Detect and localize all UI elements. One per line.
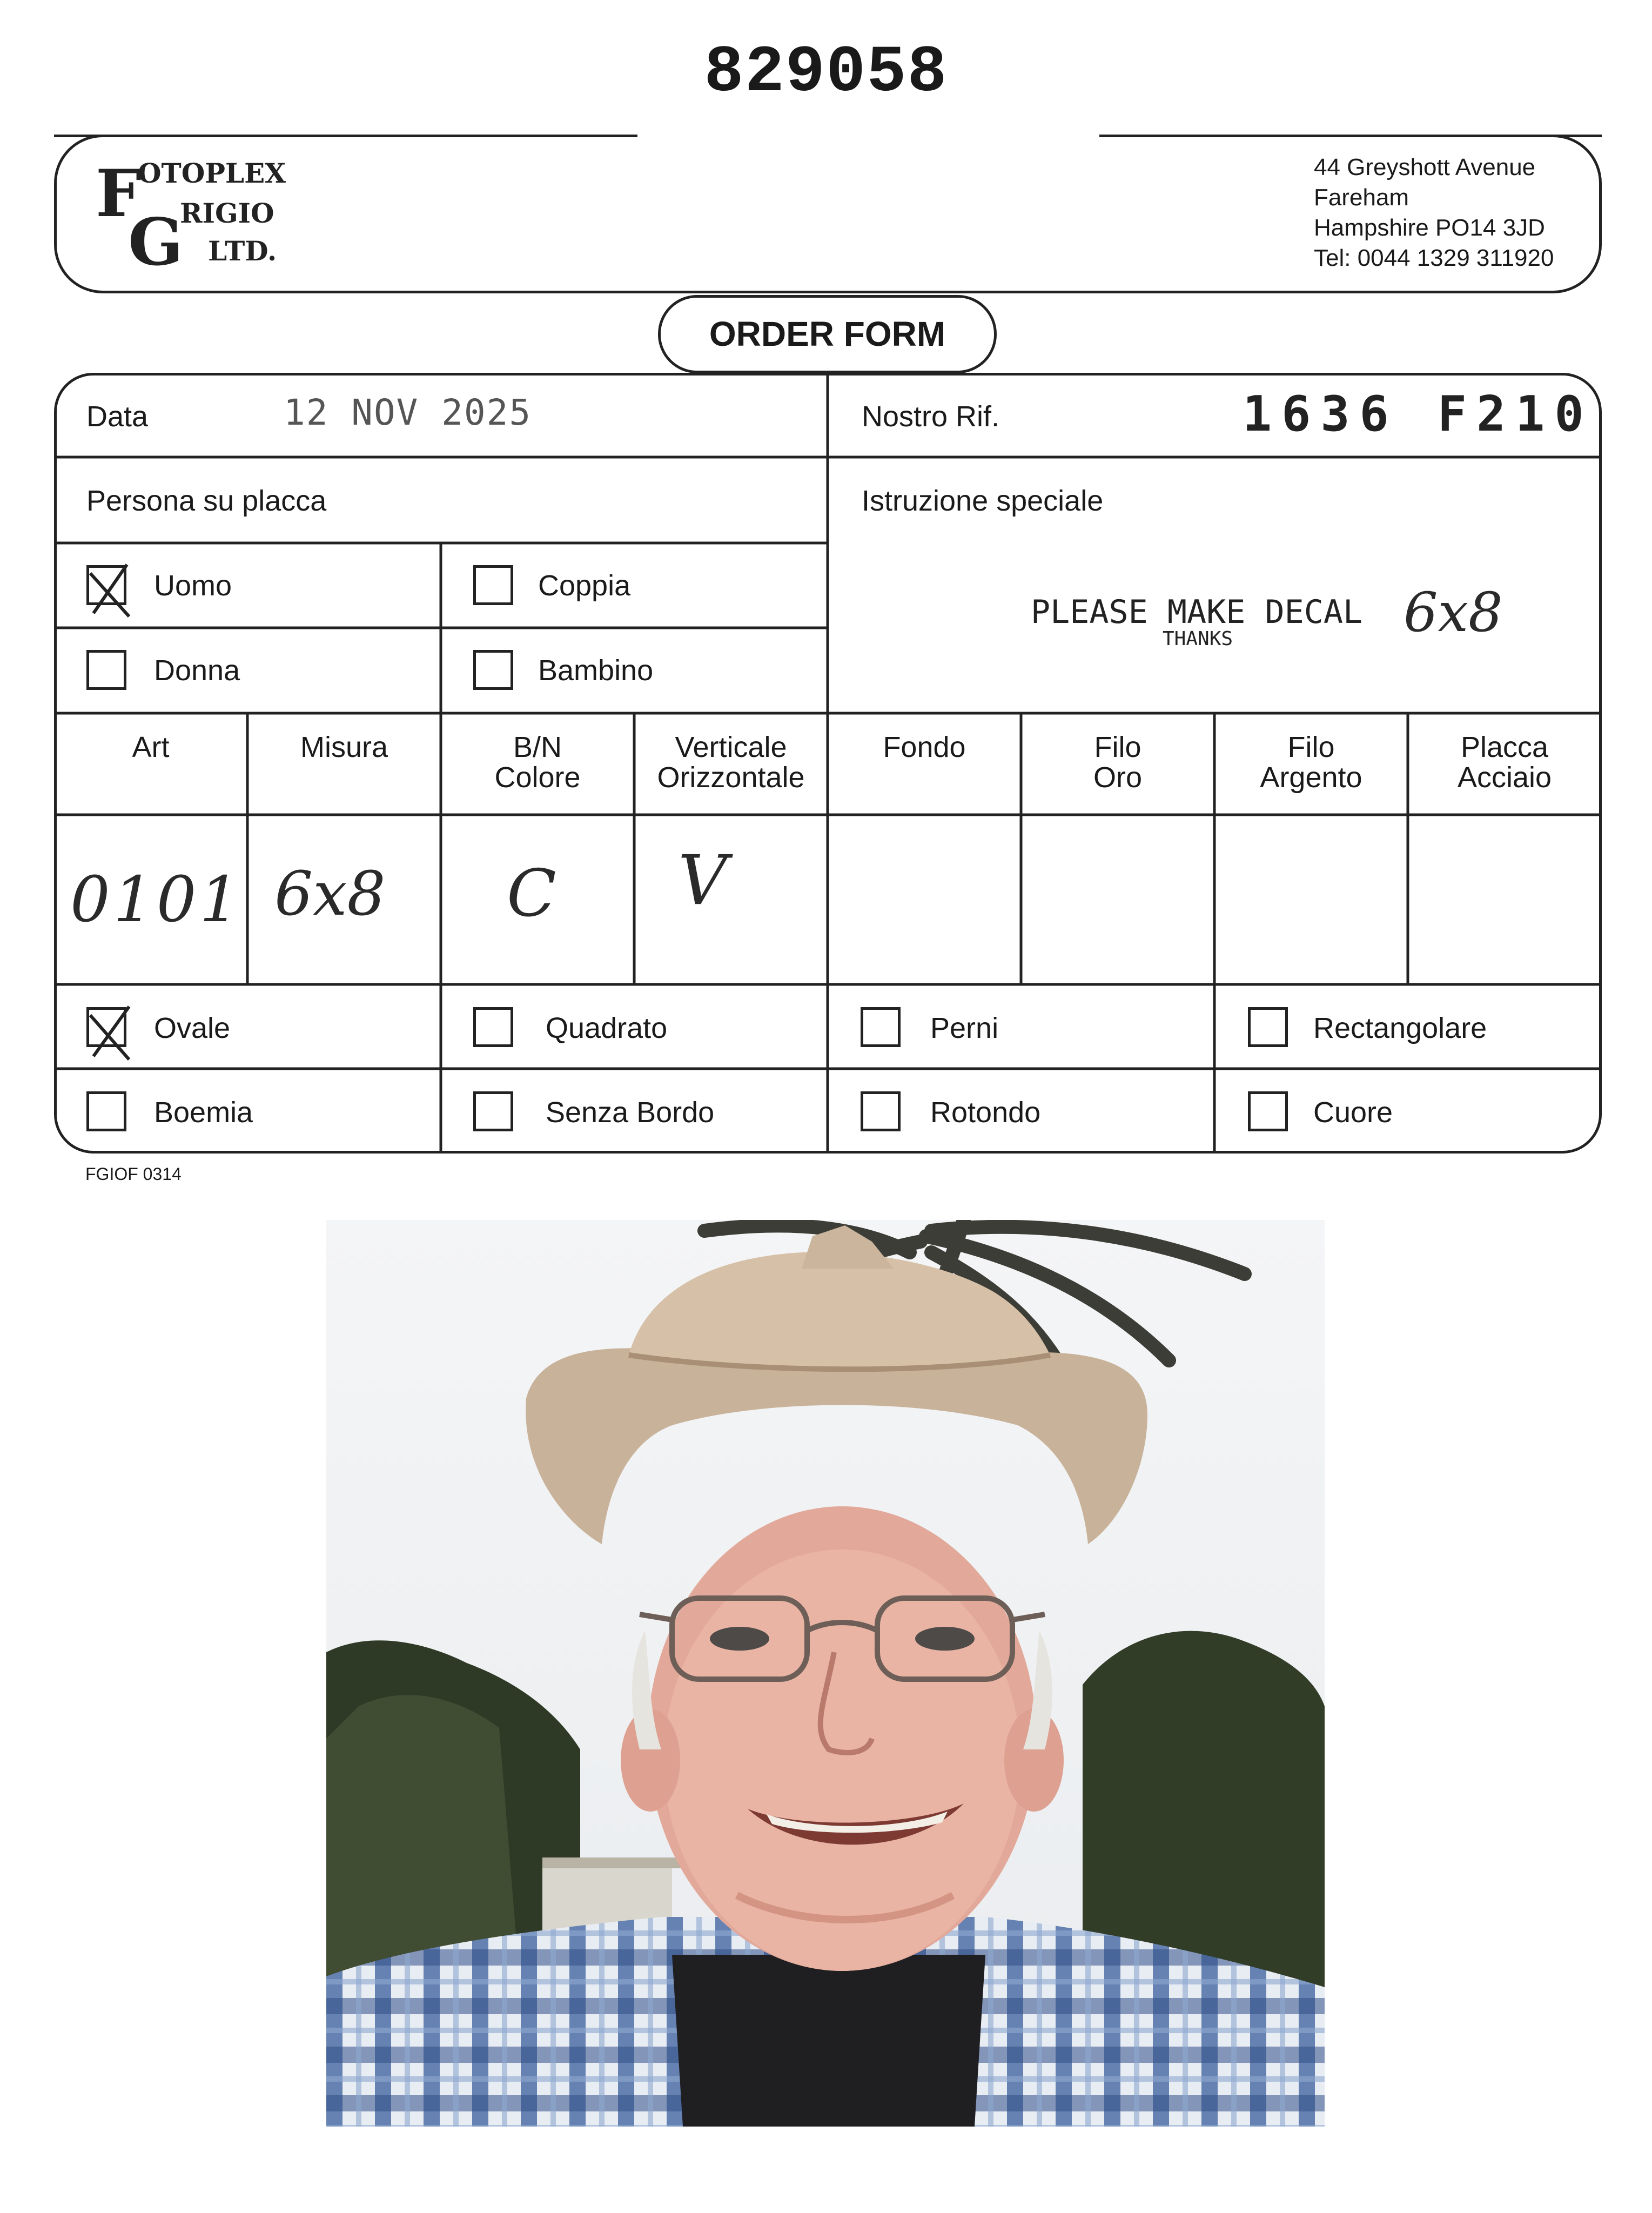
checkbox-rotondo[interactable]: [861, 1091, 901, 1131]
option-label: Donna: [154, 654, 240, 687]
option-label: Coppia: [538, 569, 631, 602]
special-instruction-label: Istruzione speciale: [862, 485, 1104, 517]
checkbox-cuore[interactable]: [1248, 1091, 1288, 1131]
col-filo-oro: [1021, 732, 1214, 793]
option-label: Rectangolare: [1313, 1012, 1487, 1044]
header-gap: [637, 130, 1099, 140]
reference-value[interactable]: 1636 F210: [1243, 386, 1594, 442]
col-line: Filo: [1094, 731, 1141, 763]
option-label: Ovale: [154, 1012, 231, 1044]
portrait-photo: [326, 1220, 1325, 2127]
col-bn-colore: [441, 732, 634, 793]
value-orientation[interactable]: V: [678, 841, 727, 920]
checkbox-quadrato[interactable]: [473, 1007, 513, 1047]
checkbox-uomo[interactable]: [86, 565, 126, 605]
checkbox-ovale[interactable]: [86, 1007, 126, 1047]
col-placca-acciaio: [1408, 732, 1601, 793]
option-label: Boemia: [154, 1096, 253, 1129]
value-misura[interactable]: 6x8: [274, 859, 386, 929]
checkbox-rectangolare[interactable]: [1248, 1007, 1288, 1047]
svg-text:LTD.: LTD.: [208, 235, 277, 267]
col-line: Argento: [1260, 761, 1362, 794]
col-line: Colore: [494, 761, 581, 794]
col-line: Oro: [1093, 761, 1143, 794]
col-art: Art: [132, 731, 170, 763]
address-line: Fareham: [1314, 184, 1409, 211]
phone-number: Tel: 0044 1329 311920: [1314, 245, 1554, 271]
option-label: Cuore: [1313, 1096, 1393, 1129]
col-line: Filo: [1287, 731, 1335, 763]
checkbox-senza-bordo[interactable]: [473, 1091, 513, 1131]
check-x-icon: [85, 557, 137, 622]
value-art[interactable]: 0101: [70, 863, 243, 936]
company-address: [1314, 152, 1554, 273]
date-value[interactable]: 12 NOV 2025: [284, 392, 532, 433]
col-line: B/N: [513, 731, 562, 763]
order-form-title: ORDER FORM: [658, 295, 997, 373]
special-instruction-thanks: THANKS: [1163, 628, 1233, 650]
option-label: Bambino: [538, 654, 654, 687]
svg-text:F: F: [96, 157, 142, 232]
company-logo: [95, 157, 321, 276]
svg-text:OTOPLEX: OTOPLEX: [138, 157, 286, 189]
person-label: Persona su placca: [86, 485, 327, 517]
form-code: FGIOF 0314: [85, 1164, 182, 1184]
date-label: Data: [86, 400, 149, 433]
check-x-icon: [85, 999, 137, 1064]
value-fondo[interactable]: [828, 815, 1021, 984]
checkbox-bambino[interactable]: [473, 650, 513, 690]
checkbox-boemia[interactable]: [86, 1091, 126, 1131]
value-colore[interactable]: C: [507, 856, 556, 931]
col-line: Verticale: [675, 731, 787, 763]
checkbox-perni[interactable]: [861, 1007, 901, 1047]
logo-mark: [95, 157, 321, 276]
value-filo-argento[interactable]: [1214, 815, 1408, 984]
order-form-grid: [54, 373, 1602, 1154]
col-line: Orizzontale: [657, 761, 805, 794]
col-line: Placca: [1460, 731, 1549, 763]
value-placca-acciaio[interactable]: [1408, 815, 1601, 984]
option-label: Senza Bordo: [546, 1096, 715, 1129]
special-instruction-text[interactable]: PLEASE MAKE DECAL: [1031, 593, 1363, 631]
col-line: Acciaio: [1457, 761, 1552, 794]
col-filo-argento: [1214, 732, 1408, 793]
svg-text:G: G: [128, 204, 184, 276]
special-instruction-size[interactable]: 6x8: [1403, 581, 1503, 644]
portrait-illustration: [326, 1220, 1325, 2127]
col-misura: Misura: [300, 731, 388, 763]
svg-text:RIGIO: RIGIO: [180, 197, 274, 229]
col-orientation: [634, 732, 828, 793]
option-label: Uomo: [154, 569, 232, 602]
option-label: Perni: [930, 1012, 999, 1044]
serial-number: 829058: [704, 35, 948, 110]
reference-label: Nostro Rif.: [862, 400, 1000, 433]
option-label: Quadrato: [546, 1012, 668, 1044]
option-label: Rotondo: [930, 1096, 1041, 1129]
col-fondo: Fondo: [883, 731, 966, 763]
address-line: Hampshire PO14 3JD: [1314, 214, 1545, 241]
checkbox-coppia[interactable]: [473, 565, 513, 605]
address-line: 44 Greyshott Avenue: [1314, 154, 1536, 180]
value-filo-oro[interactable]: [1021, 815, 1214, 984]
checkbox-donna[interactable]: [86, 650, 126, 690]
